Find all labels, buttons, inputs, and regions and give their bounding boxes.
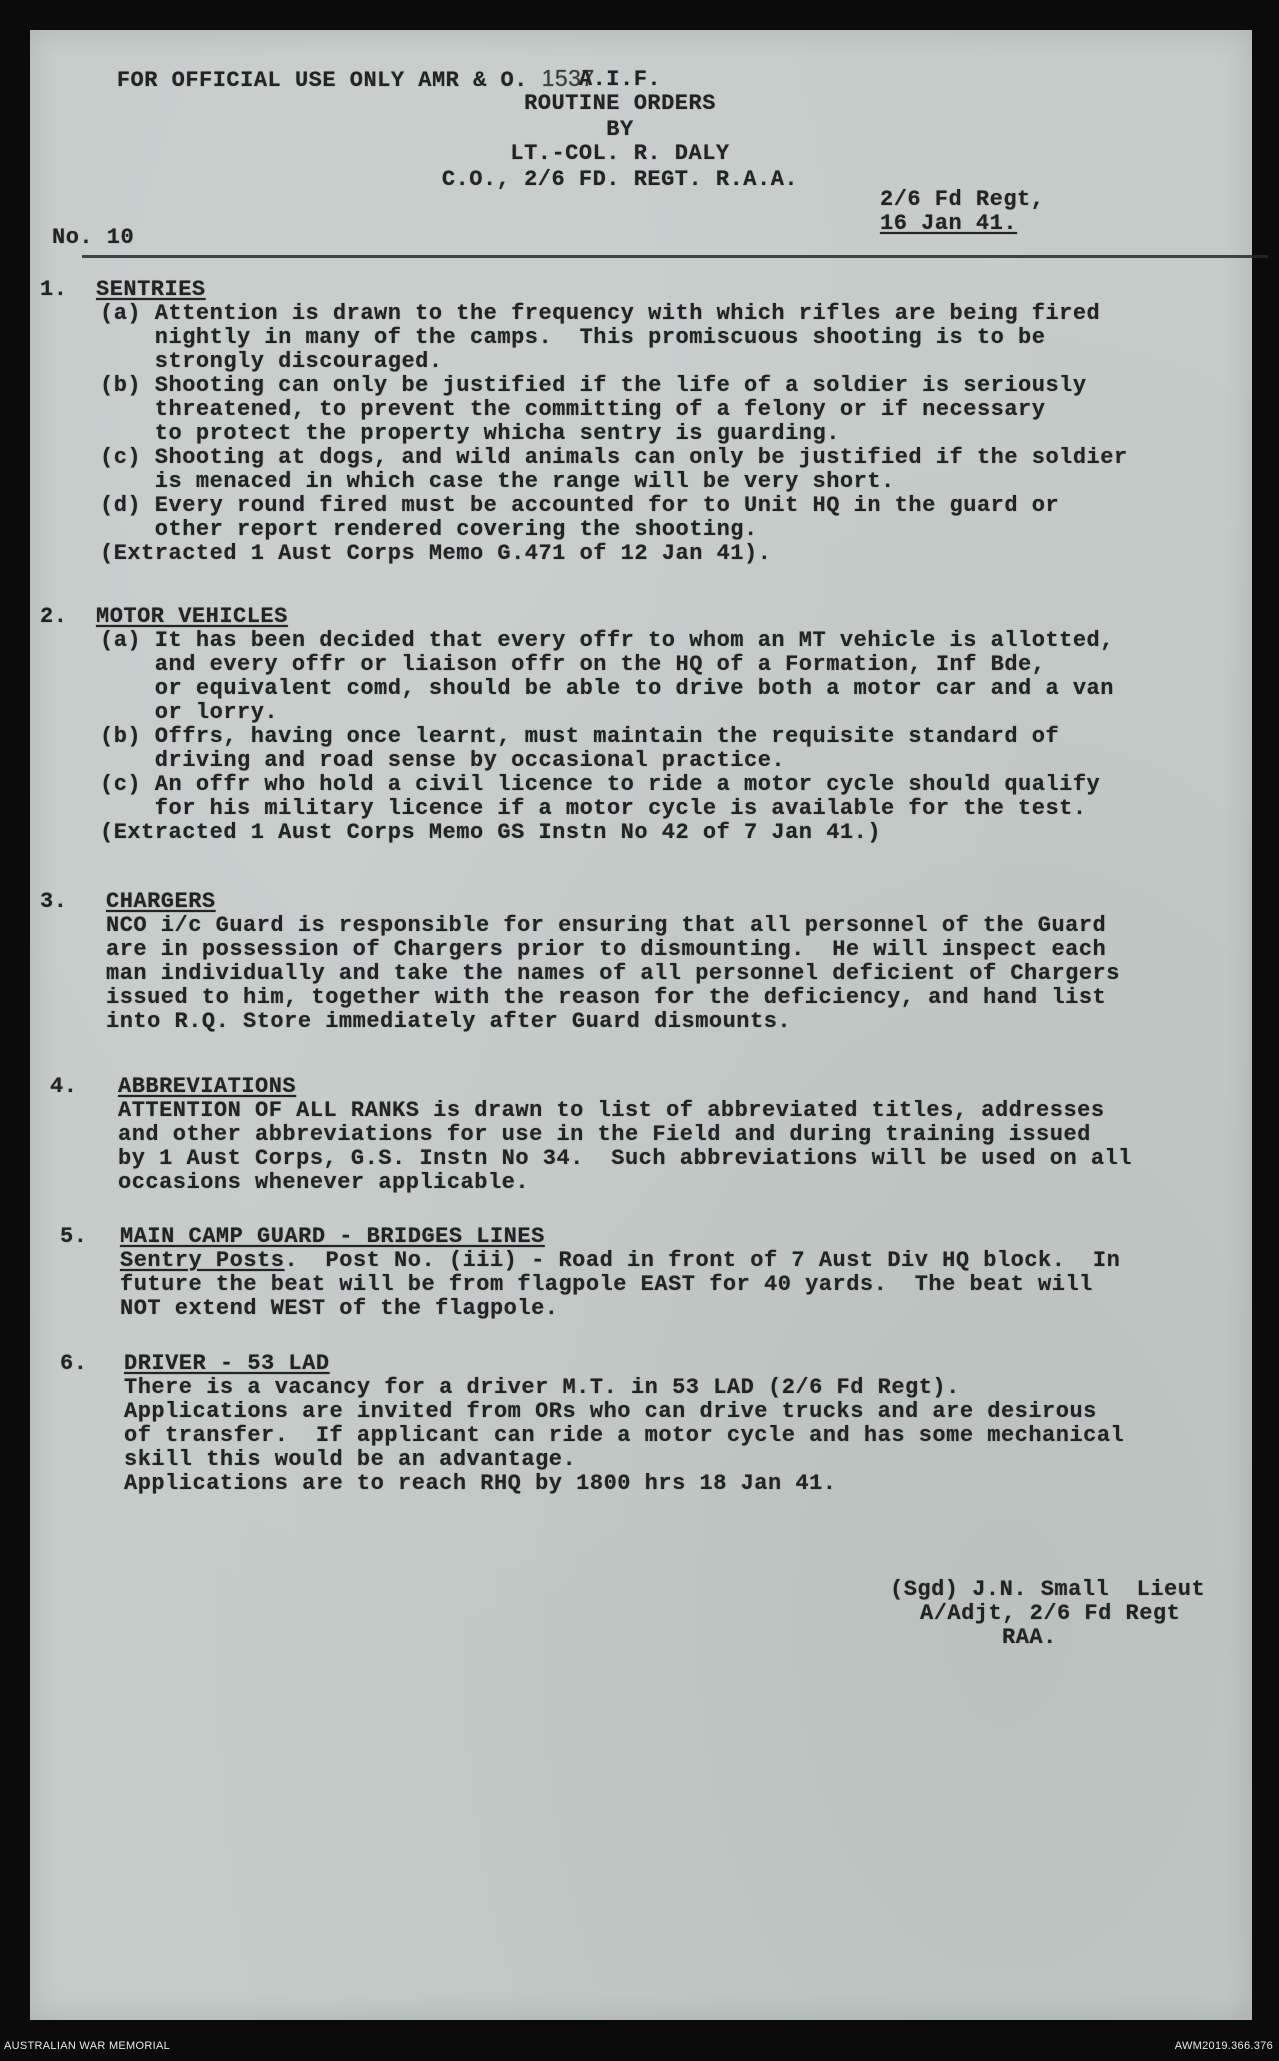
sentry-posts-label: Sentry Posts bbox=[120, 1248, 285, 1273]
body-line: or lorry. bbox=[100, 700, 279, 725]
body-line bbox=[120, 1249, 1120, 1273]
body-line: There is a vacancy for a driver M.T. in 53 LAD (2/6 Fd Regt). bbox=[124, 1375, 960, 1400]
body-line: NOT extend WEST of the flagpole. bbox=[120, 1296, 559, 1321]
official-use-text: FOR OFFICIAL USE ONLY AMR & O. bbox=[116, 68, 528, 93]
body-line: into R.Q. Store immediately after Guard dismounts. bbox=[106, 1009, 792, 1034]
section-number: 6. bbox=[60, 1351, 88, 1376]
body-line: and other abbreviations for use in the Field and during training issued bbox=[118, 1122, 1091, 1147]
order-number: No. 10 bbox=[52, 225, 135, 250]
body-line: Applications are invited from ORs who can drive trucks and are desirous bbox=[124, 1399, 1097, 1424]
signature-appointment: A/Adjt, 2/6 Fd Regt bbox=[920, 1601, 1181, 1626]
section-title: ABBREVIATIONS bbox=[118, 1074, 297, 1099]
body-line: ATTENTION OF ALL RANKS is drawn to list of abbreviated titles, addresses bbox=[118, 1098, 1105, 1123]
section-body bbox=[124, 1376, 1124, 1496]
body-line: (c) Shooting at dogs, and wild animals can only be justified if the soldier bbox=[100, 445, 1128, 470]
body-line: nightly in many of the camps. This promiscuous shooting is to be bbox=[100, 325, 1046, 350]
section-title: DRIVER - 53 LAD bbox=[124, 1351, 330, 1376]
section-title: SENTRIES bbox=[96, 277, 206, 302]
body-line: (c) An offr who hold a civil licence to ride a motor cycle should qualify bbox=[100, 772, 1101, 797]
reference-number: 1537 bbox=[541, 65, 595, 91]
body-line: (Extracted 1 Aust Corps Memo GS Instn No 42 of 7 Jan 41.) bbox=[100, 820, 882, 845]
header-routine-orders: ROUTINE ORDERS bbox=[524, 91, 716, 116]
body-line: threatened, to prevent the committing of a felony or if necessary bbox=[100, 397, 1046, 422]
section-body bbox=[100, 629, 1114, 845]
body-line: skill this would be an advantage. bbox=[124, 1447, 577, 1472]
header-date: 16 Jan 41. bbox=[880, 211, 1018, 236]
body-line: is menaced in which case the range will be very short. bbox=[100, 469, 895, 494]
section-number: 5. bbox=[60, 1224, 88, 1249]
body-line: NCO i/c Guard is responsible for ensuring that all personnel of the Guard bbox=[106, 913, 1107, 938]
signature-corps: RAA. bbox=[1002, 1625, 1057, 1650]
body-line: of transfer. If applicant can ride a motor cycle and has some mechanical bbox=[124, 1423, 1125, 1448]
section-title: MOTOR VEHICLES bbox=[96, 604, 288, 629]
document-page bbox=[30, 30, 1252, 2020]
section-number: 3. bbox=[40, 889, 68, 914]
header-unit: C.O., 2/6 FD. REGT. R.A.A. bbox=[441, 167, 799, 192]
body-line: for his military licence if a motor cycle is available for the test. bbox=[100, 796, 1087, 821]
body-line: (a) Attention is drawn to the frequency with which rifles are being fired bbox=[100, 301, 1101, 326]
body-line: (d) Every round fired must be accounted for to Unit HQ in the guard or bbox=[100, 493, 1060, 518]
header-rule bbox=[82, 255, 1268, 258]
body-line: driving and road sense by occasional practice. bbox=[100, 748, 786, 773]
section-title: CHARGERS bbox=[106, 889, 216, 914]
body-line: and every offr or liaison offr on the HQ of a Formation, Inf Bde, bbox=[100, 652, 1046, 677]
body-line: Applications are to reach RHQ by 1800 hrs 18 Jan 41. bbox=[124, 1471, 837, 1496]
body-line: are in possession of Chargers prior to dismounting. He will inspect each bbox=[106, 937, 1107, 962]
body-line: other report rendered covering the shooting. bbox=[100, 517, 758, 542]
signature-block bbox=[890, 1578, 1205, 1650]
body-line: occasions whenever applicable. bbox=[118, 1170, 530, 1195]
post-description: . Post No. (iii) - Road in front of 7 Aust Div HQ block. In bbox=[284, 1248, 1121, 1273]
header-commanding-officer: LT.-COL. R. DALY bbox=[510, 141, 730, 166]
body-line: (b) Offrs, having once learnt, must maintain the requisite standard of bbox=[100, 724, 1060, 749]
body-line: future the beat will be from flagpole EAST for 40 yards. The beat will bbox=[120, 1272, 1093, 1297]
body-line: by 1 Aust Corps, G.S. Instn No 34. Such abbreviations will be used on all bbox=[118, 1146, 1132, 1171]
archive-reference: AWM2019.366.376 bbox=[1174, 2040, 1273, 2052]
header-aif: A.I.F. bbox=[578, 67, 662, 92]
section-body bbox=[106, 914, 1120, 1034]
section-body bbox=[100, 302, 1128, 566]
header-by: BY bbox=[606, 117, 634, 142]
body-line: or equivalent comd, should be able to drive both a motor car and a van bbox=[100, 676, 1114, 701]
body-line: (b) Shooting can only be justified if the life of a soldier is seriously bbox=[100, 373, 1087, 398]
body-line: (Extracted 1 Aust Corps Memo G.471 of 12 Jan 41). bbox=[100, 541, 772, 566]
section-number: 4. bbox=[50, 1074, 78, 1099]
body-line: (a) It has been decided that every offr to whom an MT vehicle is allotted, bbox=[100, 628, 1114, 653]
section-number: 2. bbox=[40, 604, 68, 629]
signature-name: (Sgd) J.N. Small Lieut bbox=[890, 1577, 1206, 1602]
section-number: 1. bbox=[40, 277, 68, 302]
section-body bbox=[120, 1249, 1120, 1321]
body-line: man individually and take the names of all personnel deficient of Chargers bbox=[106, 961, 1120, 986]
body-line: strongly discouraged. bbox=[100, 349, 443, 374]
section-title: MAIN CAMP GUARD - BRIDGES LINES bbox=[120, 1224, 545, 1249]
header-regiment: 2/6 Fd Regt, bbox=[880, 187, 1045, 212]
archive-credit: AUSTRALIAN WAR MEMORIAL bbox=[4, 2040, 171, 2052]
body-line: to protect the property whicha sentry is guarding. bbox=[100, 421, 840, 446]
section-body bbox=[118, 1099, 1132, 1195]
body-line: issued to him, together with the reason for the deficiency, and hand list bbox=[106, 985, 1107, 1010]
